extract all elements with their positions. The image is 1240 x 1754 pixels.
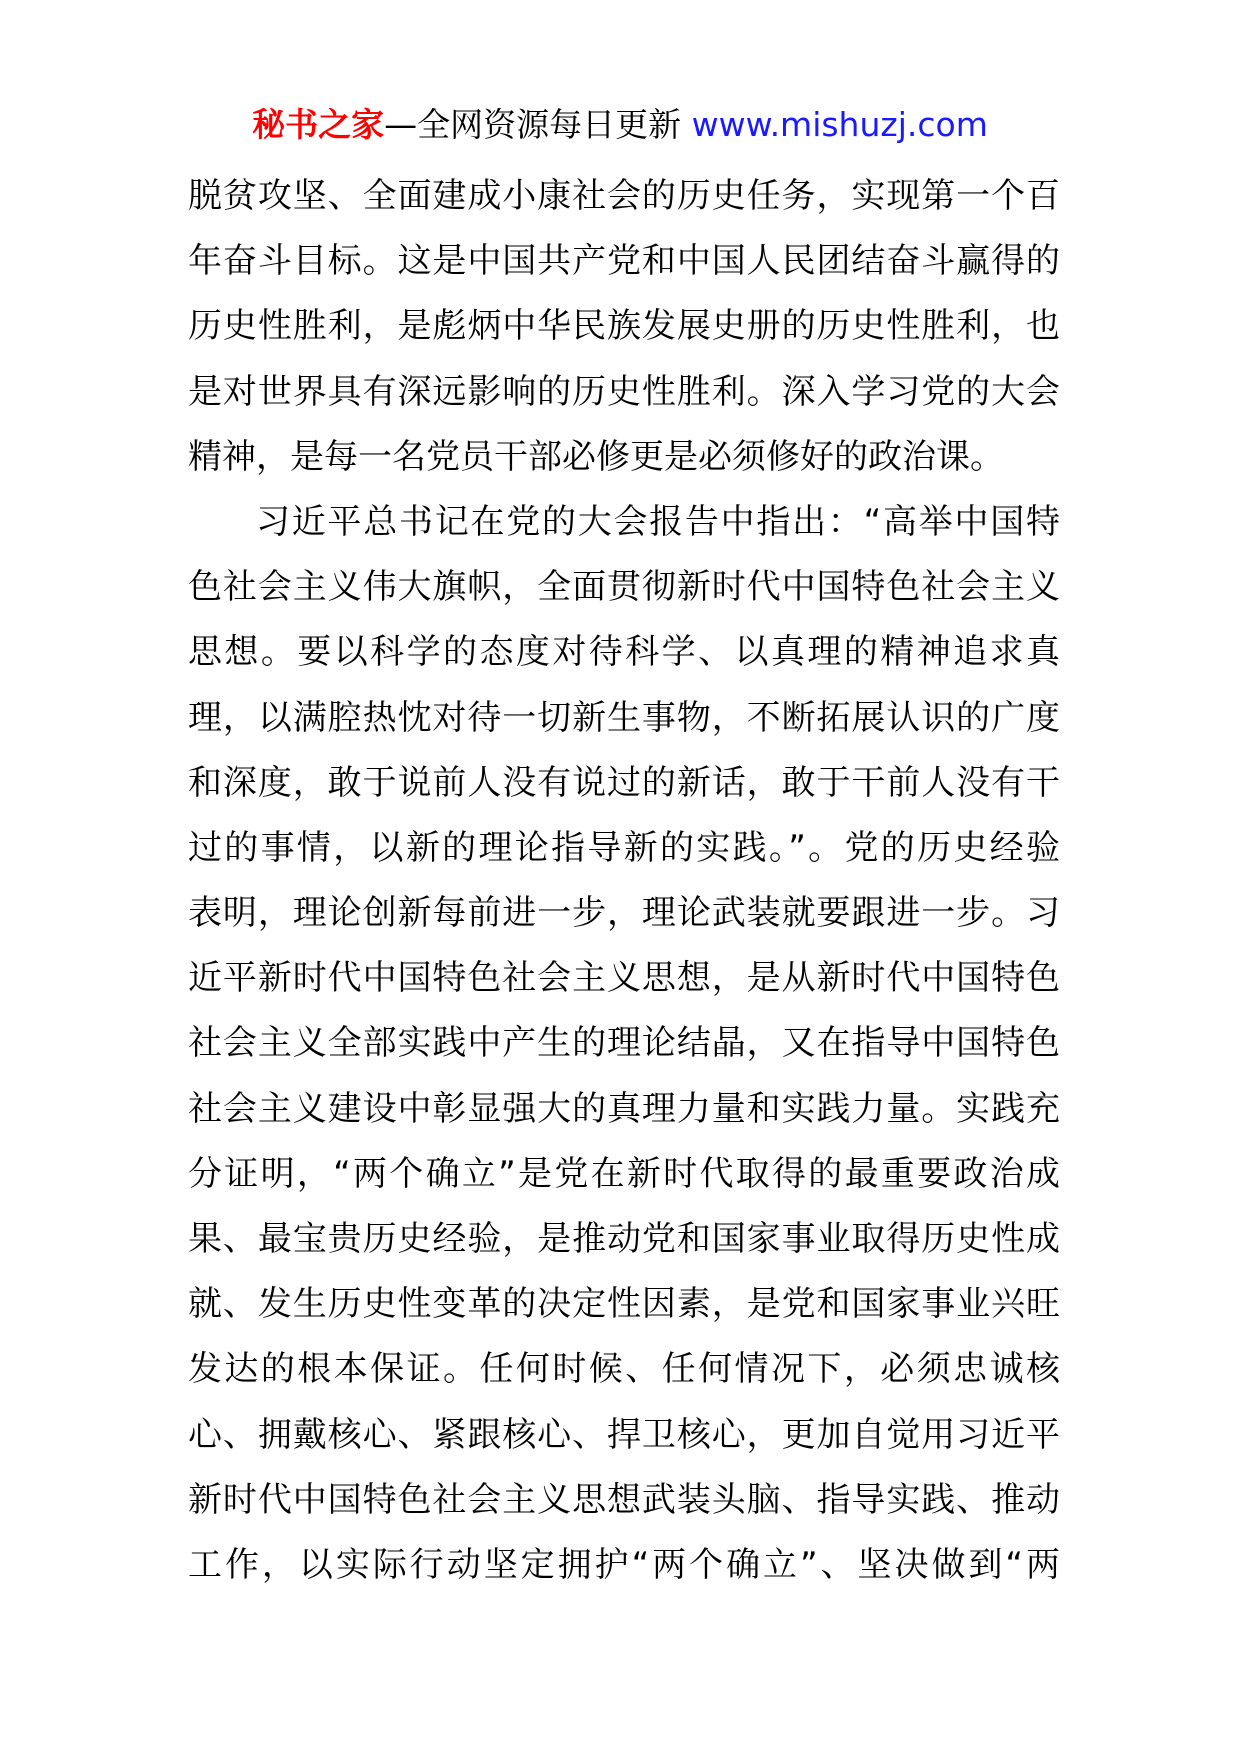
text-line: 心、拥戴核心、紧跟核心、捍卫核心，更加自觉用习近平 — [188, 1414, 1060, 1455]
text-line: 是对世界具有深远影响的历史性胜利。深入学习党的大会 — [188, 371, 1060, 412]
text-line: 脱贫攻坚、全面建成小康社会的历史任务，实现第一个百 — [188, 176, 1060, 216]
text-line: 历史性胜利，是彪炳中华民族发展史册的历史性胜利，也 — [188, 306, 1060, 347]
text-line: 理，以满腔热忱对待一切新生事物，不断拓展认识的广度 — [188, 697, 1060, 738]
page-header — [0, 100, 1240, 150]
site-url-link[interactable]: www.mishuzj.com — [691, 105, 988, 144]
text-line: 社会主义全部实践中产生的理论结晶，又在指导中国特色 — [188, 1023, 1060, 1064]
paragraph-first-line: 习近平总书记在党的大会报告中指出：“高举中国特 — [256, 501, 1060, 542]
text-line: 精神，是每一名党员干部必修更是必须修好的政治课。 — [188, 436, 1004, 477]
text-line: 近平新时代中国特色社会主义思想，是从新时代中国特色 — [188, 958, 1060, 999]
brand-name: 秘书之家 — [252, 105, 385, 144]
text-line: 就、发生历史性变革的决定性因素，是党和国家事业兴旺 — [188, 1284, 1060, 1325]
text-line: 色社会主义伟大旗帜，全面贯彻新时代中国特色社会主义 — [188, 567, 1060, 608]
text-line: 和深度，敢于说前人没有说过的新话，敢于干前人没有干 — [188, 762, 1060, 803]
text-line: 工作，以实际行动坚定拥护“两个确立”、坚决做到“两 — [188, 1544, 1060, 1585]
text-line: 发达的根本保证。任何时候、任何情况下，必须忠诚核 — [188, 1349, 1060, 1390]
text-line: 年奋斗目标。这是中国共产党和中国人民团结奋斗赢得的 — [188, 241, 1060, 282]
text-line: 表明，理论创新每前进一步，理论武装就要跟进一步。习 — [188, 893, 1060, 934]
header-tagline: —全网资源每日更新 — [384, 105, 682, 144]
text-line: 新时代中国特色社会主义思想武装头脑、指导实践、推动 — [188, 1479, 1060, 1520]
text-line: 社会主义建设中彰显强大的真理力量和实践力量。实践充 — [188, 1088, 1060, 1129]
text-line: 果、最宝贵历史经验，是推动党和国家事业取得历史性成 — [188, 1219, 1060, 1259]
text-line: 分证明，“两个确立”是党在新时代取得的最重要政治成 — [188, 1153, 1060, 1194]
document-body — [188, 164, 1060, 1598]
text-line: 思想。要以科学的态度对待科学、以真理的精神追求真 — [188, 632, 1060, 673]
text-line: 过的事情，以新的理论指导新的实践。”。党的历史经验 — [188, 827, 1060, 868]
